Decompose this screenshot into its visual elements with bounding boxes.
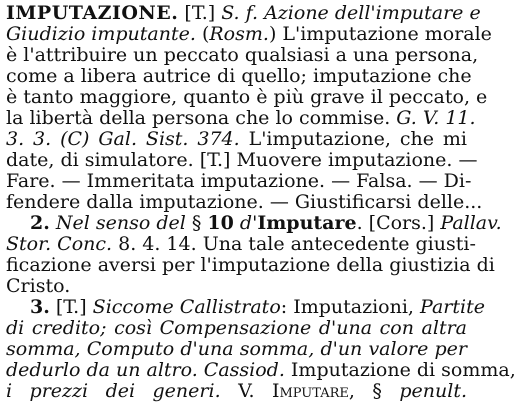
entry-line-2: Giudizio imputante. (Rosm.) L'imputazione morale xyxy=(6,23,492,45)
sense-3-line-5: i prezzi dei generi. V. Imputare, § penult. xyxy=(6,380,467,402)
sense-3-line-3: somma, Computo d'una somma, d'un valore per xyxy=(6,338,467,360)
headword: IMPUTAZIONE. xyxy=(6,2,179,24)
sense-2-line-2: Stor. Conc. 8. 4. 14. Una tale antecedente giusti- xyxy=(6,233,476,255)
sense-3-line-4: dedurlo da un altro. Cassiod. Imputazione di somma, xyxy=(6,359,516,381)
entry-line-4: come a libera autrice di quello; imputazione che xyxy=(6,65,472,87)
entry-line-10: fendere dalla imputazione. — Giustificarsi delle... xyxy=(6,191,483,213)
entry-line-3: è l'attribuire un peccato qualsiasi a una persona, xyxy=(6,44,479,66)
source-citation: Stor. Conc. xyxy=(6,233,113,255)
entry-line-7: 3. 3. (C) Gal. Sist. 374. L'imputazione, che mi xyxy=(6,128,467,150)
entry-line-1: IMPUTAZIONE. [T.] S. f. Azione dell'imputare e xyxy=(6,2,481,24)
entry-line-8: date, di simulatore. [T.] Muovere imputazione. — xyxy=(6,149,478,171)
source-citation: 3. 3. (C) Gal. Sist. 374. xyxy=(6,128,240,150)
sense-2-line-1: 2. Nel senso del § 10 d'Imputare. [Cors.] Pallav. xyxy=(30,212,502,234)
cross-reference: Imputare xyxy=(271,380,349,402)
definition-text: Azione dell'imputare e xyxy=(264,2,481,24)
sense-3-line-1: 3. [T.] Siccome Callistrato: Imputazioni, Partite xyxy=(30,296,485,318)
entry-line-5: è tanto maggiore, quanto è più grave il peccato, e xyxy=(6,86,488,108)
source-citation: G. V. 11. xyxy=(390,107,476,129)
source-citation: Pallav. xyxy=(440,212,502,234)
sense-number: 2. xyxy=(30,212,50,234)
sense-number: 3. xyxy=(30,296,50,318)
source-citation: Rosm. xyxy=(209,23,269,45)
sense-2-line-4: Cristo. xyxy=(6,275,71,297)
grammar-label: S. f. xyxy=(221,2,259,24)
sense-3-line-2: di credito; così Compensazione d'una con altra xyxy=(6,317,467,339)
sense-2-line-3: ficazione aversi per l'imputazione della giustizia di xyxy=(6,254,495,276)
entry-line-6: la libertà della persona che lo commise. G. V. 11. xyxy=(6,107,476,129)
entry-line-9: Fare. — Immeritata imputazione. — Falsa. — Di- xyxy=(6,170,472,192)
cross-reference: Imputare xyxy=(257,212,357,234)
